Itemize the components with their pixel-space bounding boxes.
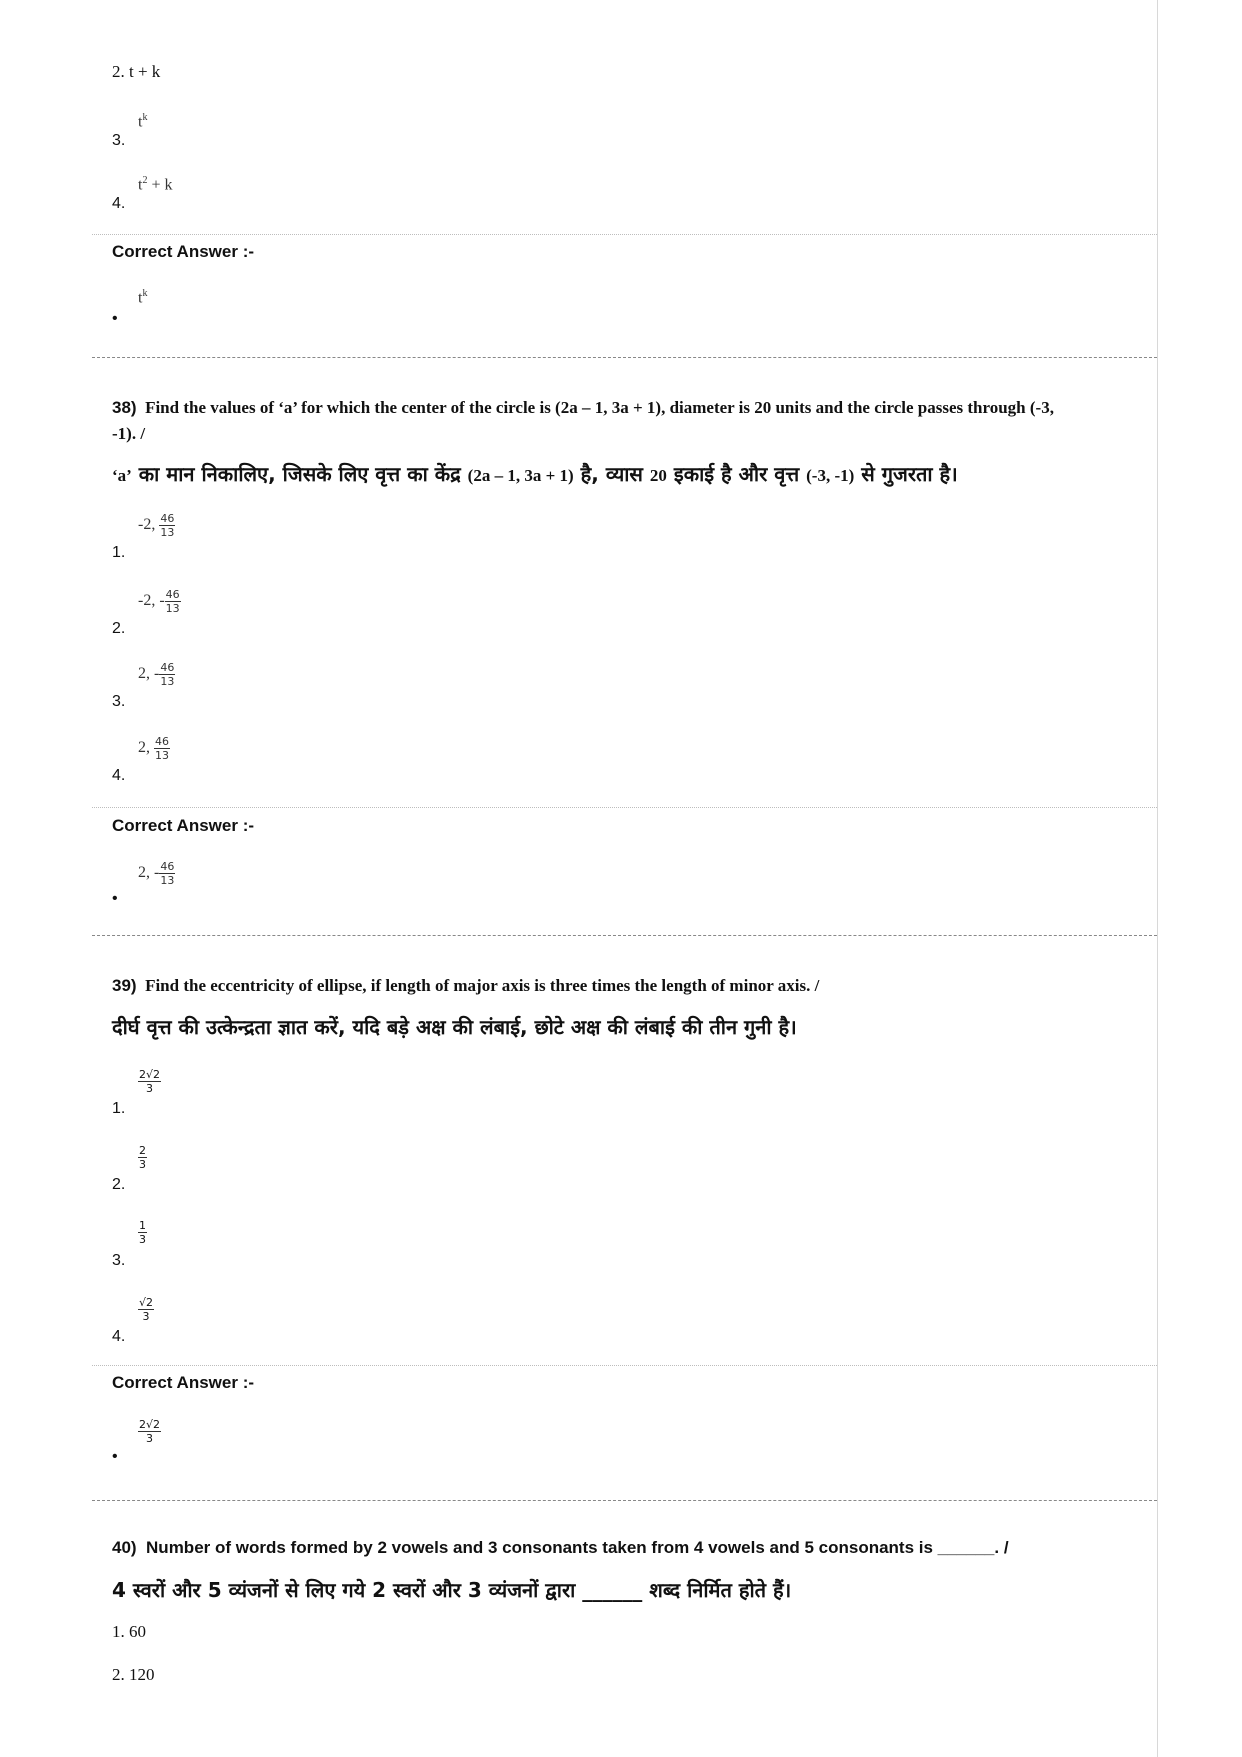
- q38-option-4: [138, 735, 170, 762]
- denominator: 3: [146, 1082, 153, 1095]
- fraction: [138, 1418, 161, 1445]
- question-separator: [92, 935, 1157, 936]
- divider: [92, 1365, 1157, 1366]
- q39-text-english: [112, 973, 1072, 999]
- correct-answer-label: Correct Answer :-: [112, 1373, 255, 1392]
- numerator: √2: [139, 1296, 154, 1309]
- q38-option-4-number: 4.: [112, 767, 126, 784]
- q39-option-2: [138, 1144, 147, 1171]
- q39-option-2-number: 2.: [112, 1176, 126, 1193]
- q40-text-english: [112, 1538, 1009, 1558]
- q38-option-2-number: 2.: [112, 620, 126, 637]
- q38-option-1: [138, 512, 175, 539]
- numerator: 2√2: [139, 1068, 161, 1081]
- expr-base: t: [138, 113, 143, 131]
- option-prefix: 2, -: [138, 665, 160, 683]
- q39-text-hindi: दीर्घ वृत्त की उत्केन्द्रता ज्ञात करें, यदि बड़े अक्ष की लंबाई, छोटे अक्ष की लंबाई की तीन गुनी है।: [112, 1015, 797, 1039]
- fraction: [165, 588, 181, 615]
- q39-option-3-number: 3.: [112, 1252, 126, 1269]
- expr-exponent: k: [142, 288, 148, 299]
- numerator: 46: [160, 512, 175, 525]
- divider: [92, 234, 1157, 235]
- correct-answer-label: Correct Answer :-: [112, 242, 255, 261]
- exam-page: [92, 0, 1158, 1757]
- fraction: [159, 860, 175, 887]
- q39-option-4: [138, 1296, 154, 1323]
- fraction: [138, 1068, 161, 1095]
- q38-correct-answer: [138, 860, 175, 887]
- expr-exponent: k: [142, 112, 148, 123]
- q39-correct-answer: [138, 1418, 161, 1445]
- expr-tail: + k: [147, 176, 173, 194]
- q38-option-2: [138, 588, 181, 615]
- q38-option-3-number: 3.: [112, 693, 126, 710]
- denominator: 13: [155, 749, 169, 762]
- q39-number: 39): [112, 976, 137, 995]
- divider: [92, 807, 1157, 808]
- fraction: [159, 512, 175, 539]
- fraction: [138, 1296, 154, 1323]
- hindi-seg: का मान निकालिए, जिसके लिए वृत्त का केंद्र: [131, 462, 468, 486]
- numerator: 46: [165, 588, 180, 601]
- answer-bullet: •: [112, 1448, 118, 1465]
- correct-answer-expression: [138, 288, 147, 307]
- numerator: 2√2: [139, 1418, 161, 1431]
- hindi-num: 20: [649, 466, 667, 485]
- expr-base: t: [138, 289, 143, 307]
- prev-option-4-expression: [138, 175, 172, 194]
- denominator: 3: [142, 1310, 150, 1323]
- option-prefix: -2,: [138, 516, 160, 534]
- q38-text-hindi: [112, 460, 1112, 487]
- fraction: [138, 1219, 147, 1246]
- option-prefix: 2,: [138, 739, 154, 757]
- expr-base: t: [138, 176, 143, 194]
- hindi-seg: से गुजरता है।: [854, 462, 958, 486]
- question-separator: [92, 1500, 1157, 1501]
- q40-english: Number of words formed by 2 vowels and 3 consonants taken from 4 vowels and 5 consonants is ______. /: [146, 1538, 1009, 1557]
- prev-option-3-number: 3.: [112, 132, 126, 149]
- q39-option-1: [138, 1068, 161, 1095]
- correct-answer-label: Correct Answer :-: [112, 816, 255, 835]
- hindi-seg: है, व्यास: [573, 462, 650, 486]
- numerator: 46: [160, 661, 175, 674]
- prev-option-4-number: 4.: [112, 195, 126, 212]
- denominator: 13: [160, 874, 175, 887]
- numerator: 46: [155, 735, 169, 748]
- fraction: [159, 661, 175, 688]
- fraction: [138, 1144, 147, 1171]
- question-separator: [92, 357, 1157, 358]
- hindi-var: ‘a’: [112, 466, 132, 485]
- denominator: 3: [146, 1432, 153, 1445]
- answer-bullet: •: [112, 890, 118, 907]
- expr-exponent: 2: [142, 175, 148, 186]
- denominator: 13: [160, 675, 175, 688]
- q40-number: 40): [112, 1538, 137, 1557]
- option-prefix: 2, -: [138, 864, 160, 882]
- prev-option-2: 2. t + k: [112, 62, 161, 81]
- q39-option-4-number: 4.: [112, 1328, 126, 1345]
- q40-option-1: 1. 60: [112, 1622, 146, 1641]
- numerator: 2: [139, 1144, 146, 1157]
- denominator: 3: [139, 1233, 146, 1246]
- q38-text-english: [112, 395, 1072, 447]
- q39-english: Find the eccentricity of ellipse, if length of major axis is three times the length of minor axis. /: [145, 976, 820, 995]
- q38-english: Find the values of ‘a’ for which the center of the circle is (2a – 1, 3a + 1), diameter is 20 units and the circle passes through (-3, -1). /: [112, 398, 1054, 443]
- prev-option-3-expression: [138, 112, 147, 131]
- q38-number: 38): [112, 398, 137, 417]
- numerator: 46: [160, 860, 175, 873]
- denominator: 13: [160, 526, 175, 539]
- hindi-center: (2a – 1, 3a + 1): [467, 466, 574, 485]
- q40-option-2: 2. 120: [112, 1665, 155, 1684]
- q38-option-3: [138, 661, 175, 688]
- q40-text-hindi: 4 स्वरों और 5 व्यंजनों से लिए गये 2 स्वरों और 3 व्यंजनों द्वारा ______ शब्द निर्मित होते हैं।: [112, 1578, 792, 1602]
- option-prefix: -2, -: [138, 592, 165, 610]
- fraction: [154, 735, 170, 762]
- answer-bullet: •: [112, 310, 118, 327]
- q38-option-1-number: 1.: [112, 544, 126, 561]
- q39-option-1-number: 1.: [112, 1100, 126, 1117]
- denominator: 13: [165, 602, 180, 615]
- q39-option-3: [138, 1219, 147, 1246]
- denominator: 3: [139, 1158, 146, 1171]
- hindi-seg: इकाई है और वृत्त: [666, 462, 807, 486]
- hindi-point: (-3, -1): [806, 466, 855, 485]
- numerator: 1: [139, 1219, 146, 1232]
